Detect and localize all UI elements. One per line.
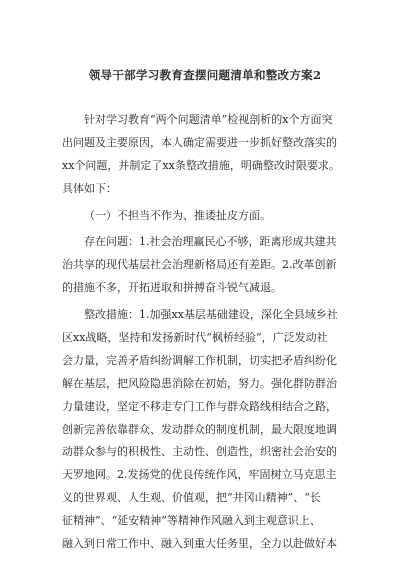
text-line: 整改措施：1.加强xx基层基础建设，深化全县域乡社 bbox=[84, 308, 338, 322]
text-line: 创新完善依靠群众、发动群众的制度机制，最大限度地调 bbox=[62, 422, 337, 436]
text-line: 义的世界观、人生观、价值观，把“井冈山精神”、“长 bbox=[62, 491, 321, 505]
text-line: 动群众参与的积极性、主动性、创造性，织密社会治安的 bbox=[62, 445, 337, 459]
paragraph-problems bbox=[62, 231, 350, 300]
text-line: 力量建设，坚定不移走专门工作与群众路线相结合之路， bbox=[62, 399, 337, 413]
text-line: 融入到日常工作中、融入到重大任务里，全力以赴做好本 bbox=[62, 537, 337, 551]
text-line: （一）不担当不作为、推诿扯皮方面。 bbox=[84, 208, 271, 222]
text-line: 区xx战略，坚持和发扬新时代“枫桥经验”，广泛发动社 bbox=[62, 331, 328, 345]
text-line: 具体如下： bbox=[62, 181, 117, 195]
text-line: 出问题及主要原因，本人确定需要进一步抓好整改落实的 bbox=[62, 135, 337, 149]
document-title: 领导干部学习教育查摆问题清单和整改方案2 bbox=[88, 68, 322, 82]
text-line: 征精神”、“延安精神”等精神作风融入到主观意识上、 bbox=[62, 514, 321, 528]
section-heading bbox=[62, 205, 350, 228]
text-line: 的措施不多，开拓进取和拼搏奋斗锐气减退。 bbox=[62, 281, 282, 295]
paragraph-intro bbox=[62, 109, 350, 201]
text-line: 针对学习教育“两个问题清单”检视剖析的x个方面突 bbox=[84, 113, 333, 126]
text-line: 治共享的现代基层社会治理新格局还有差距。2.改革创新 bbox=[62, 258, 337, 272]
paragraph-measures bbox=[62, 304, 350, 556]
text-line: 天罗地网。2.发扬党的优良传统作风，牢固树立马克思主 bbox=[62, 468, 337, 482]
document-body bbox=[62, 109, 350, 556]
text-line: 解在基层，把风险隐患消除在初始，努力。强化群防群治 bbox=[62, 376, 337, 390]
text-line: 会力量，完善矛盾纠纷调解工作机制，切实把矛盾纠纷化 bbox=[62, 353, 337, 367]
text-line: 存在问题：1.社会治理赢民心不够，距离形成共建共 bbox=[84, 235, 337, 249]
text-line: xx个问题，并制定了xx条整改措施，明确整改时限要求。 bbox=[62, 158, 340, 172]
